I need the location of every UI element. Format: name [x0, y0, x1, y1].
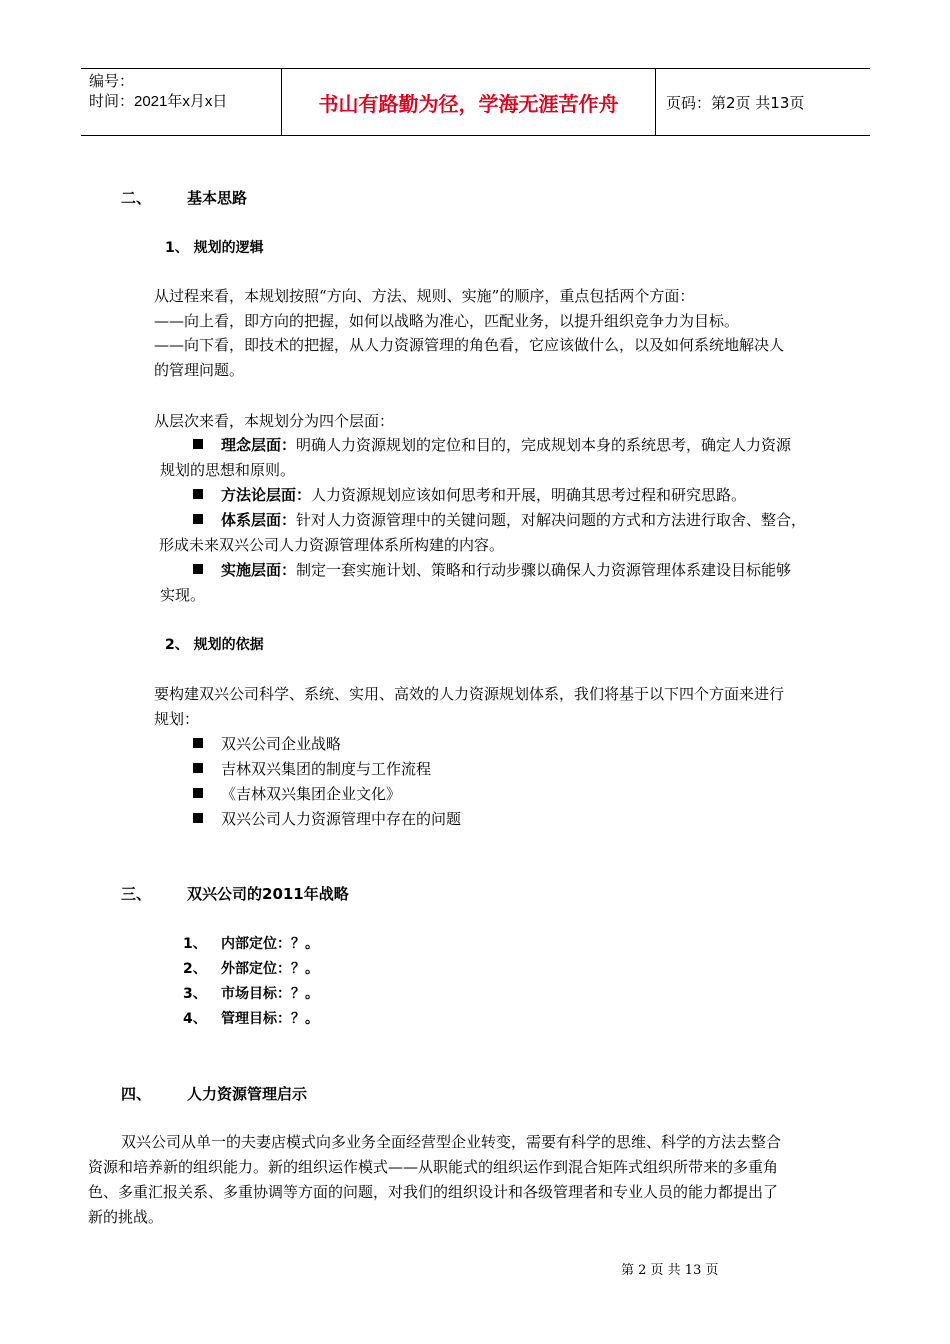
header-motto: 书山有路勤为径，学海无涯苦作舟 [282, 69, 656, 135]
subsection-2-1-heading: 1、 规划的逻辑 [165, 240, 264, 256]
page-footer: 第 2 页 共 13 页 [621, 1263, 719, 1278]
header-meta [81, 69, 282, 135]
section-3-heading [121, 883, 349, 904]
section-4-heading [121, 1083, 307, 1104]
bullet-square-icon [193, 514, 203, 524]
bullet-square-icon [193, 564, 203, 574]
ordered-item: 2、 外部定位：？。 [183, 961, 319, 977]
section-2-title: 基本思路 [187, 189, 248, 207]
list-item: 体系层面：针对人力资源管理中的关键问题，对解决问题的方式和方法进行取舍、整合， [193, 508, 806, 533]
ordered-item: 1、 内部定位：？。 [183, 936, 319, 952]
paragraph: 从过程来看，本规划按照“方向、方法、规则、实施”的顺序，重点包括两个方面： [154, 287, 695, 305]
page-header [81, 68, 870, 136]
paragraph: 要构建双兴公司科学、系统、实用、高效的人力资源规划体系，我们将基于以下四个方面来进行 [154, 685, 785, 703]
section-4-title: 人力资源管理启示 [187, 1085, 308, 1103]
paragraph: ——向下看，即技术的把握，从人力资源管理的角色看，它应该做什么，以及如何系统地解决人 [154, 336, 785, 354]
paragraph: 的管理问题。 [154, 361, 245, 379]
list-item-continuation: 形成未来双兴公司人力资源管理体系所构建的内容。 [159, 536, 505, 554]
bullet-square-icon [193, 788, 203, 798]
list-item-continuation: 实现。 [160, 586, 206, 604]
list-item: 方法论层面：人力资源规划应该如何思考和开展，明确其思考过程和研究思路。 [193, 483, 746, 508]
paragraph: 资源和培养新的组织能力。新的组织运作模式——从职能式的组织运作到混合矩阵式组织所带来的多重角 [88, 1158, 779, 1176]
ordered-item: 3、 市场目标：？。 [183, 986, 319, 1002]
bullet-square-icon [193, 813, 203, 823]
bullet-square-icon [193, 738, 203, 748]
section-2-number: 二、 [121, 189, 152, 207]
list-item-continuation: 规划的思想和原则。 [160, 461, 296, 479]
bullet-square-icon [193, 439, 203, 449]
paragraph: 新的挑战。 [88, 1208, 164, 1226]
header-date: 时间：2021年x月x日 [89, 93, 228, 110]
bullet-square-icon [193, 763, 203, 773]
paragraph: 规划： [154, 710, 200, 728]
paragraph: 从层次来看，本规划分为四个层面： [154, 412, 395, 430]
list-item: 理念层面：明确人力资源规划的定位和目的，完成规划本身的系统思考，确定人力资源 [193, 433, 791, 458]
paragraph: ——向上看，即方向的把握，如何以战略为准心，匹配业务，以提升组织竞争力为目标。 [154, 312, 740, 330]
header-number: 编号： [89, 73, 135, 90]
list-item: 双兴公司人力资源管理中存在的问题 [193, 807, 461, 832]
list-item: 吉林双兴集团的制度与工作流程 [193, 757, 431, 782]
list-item: 《吉林双兴集团企业文化》 [193, 782, 401, 807]
ordered-item: 4、 管理目标：？。 [183, 1011, 319, 1027]
list-item: 双兴公司企业战略 [193, 732, 341, 757]
section-4-number: 四、 [121, 1085, 152, 1103]
list-item: 实施层面：制定一套实施计划、策略和行动步骤以确保人力资源管理体系建设目标能够 [193, 558, 791, 583]
header-page: 页码：第2页 共13页 [666, 93, 805, 112]
paragraph: 色、多重汇报关系、多重协调等方面的问题，对我们的组织设计和各级管理者和专业人员的能力都提出了 [88, 1183, 779, 1201]
bullet-square-icon [193, 489, 203, 499]
subsection-2-2-heading: 2、 规划的依据 [165, 637, 264, 653]
section-3-number: 三、 [121, 885, 152, 903]
section-2-heading [121, 187, 247, 208]
section-3-title: 双兴公司的2011年战略 [187, 885, 349, 903]
paragraph: 双兴公司从单一的夫妻店模式向多业务全面经营型企业转变，需要有科学的思维、科学的方法去整合 [121, 1133, 782, 1151]
